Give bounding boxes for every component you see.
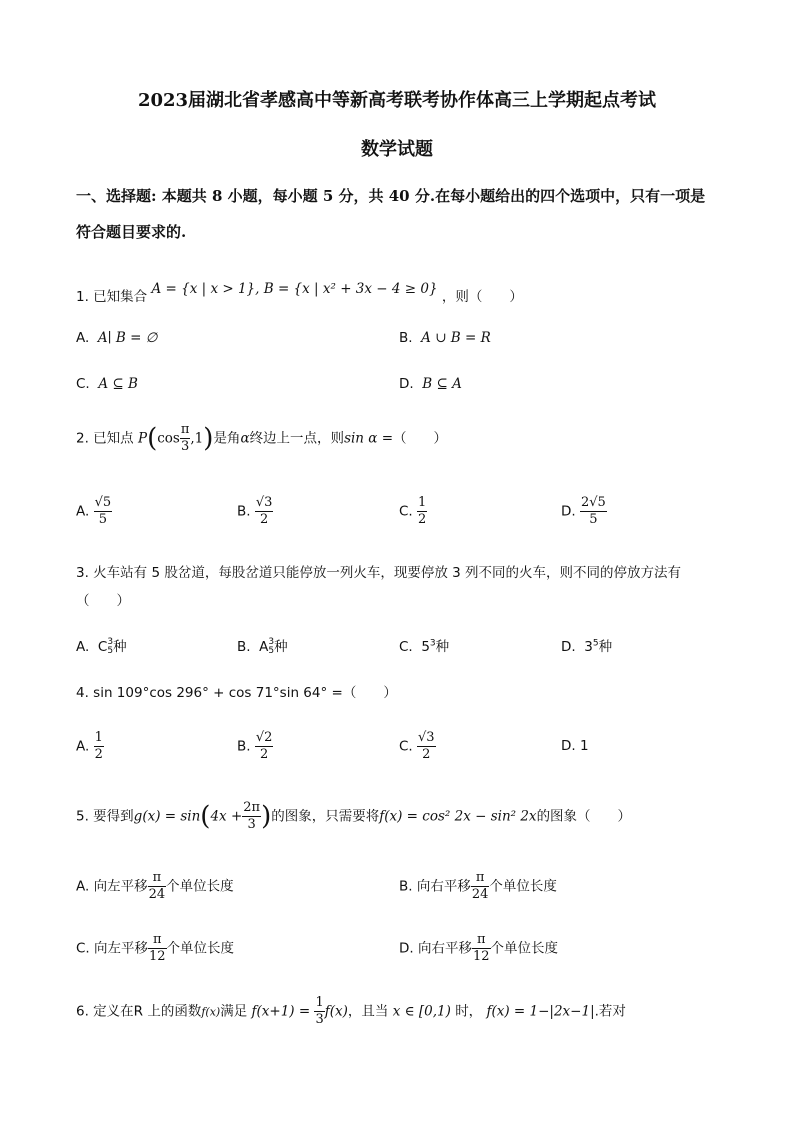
option-letter: D. bbox=[561, 503, 576, 520]
option-base: 3 bbox=[584, 639, 593, 655]
section-header bbox=[76, 178, 736, 250]
option-text: B ⊆ A bbox=[422, 376, 462, 392]
q6-domain: x ∈ [0,1) bbox=[392, 1003, 451, 1020]
option-letter: C. bbox=[76, 376, 90, 392]
q6-def: f(x) = 1−|2x−1| bbox=[486, 1003, 595, 1020]
option-fraction: $\frac{2√5}{5}$ bbox=[580, 495, 606, 527]
q2-option-b[interactable] bbox=[237, 495, 273, 528]
q5-mid: 的图象，只需要将 bbox=[271, 808, 380, 825]
option-letter: D. bbox=[561, 738, 576, 754]
q4-option-d[interactable] bbox=[561, 738, 589, 754]
q2-option-a[interactable] bbox=[76, 495, 112, 528]
q3-option-c[interactable] bbox=[399, 635, 449, 655]
q3-option-d[interactable] bbox=[561, 635, 612, 655]
q2-alpha: α bbox=[240, 430, 250, 447]
section-header-line1: 一、选择题: 本题共 8 小题，每小题 5 分，共 40 分.在每小题给出的四个选项中，只有一项是 bbox=[76, 187, 706, 205]
question-2: 2. 已知点 P(cos $\frac{\pi}{3}$ ,1)是角α终边上一点，则sin α =（ ） bbox=[76, 422, 448, 454]
question-3 bbox=[76, 561, 681, 609]
option-letter: A. bbox=[76, 878, 90, 895]
q3-line1: 3. 火车站有 5 股岔道，每股岔道只能停放一列火车，现要停放 3 列不同的火车，则不同的停放方法有 bbox=[76, 565, 682, 581]
option-text: 1 bbox=[579, 738, 589, 754]
q2-prefix: 2. 已知点 bbox=[76, 430, 134, 447]
q2-one: ,1 bbox=[190, 430, 204, 447]
q1-option-b[interactable] bbox=[399, 330, 491, 346]
option-letter: A. bbox=[76, 503, 90, 520]
q3-option-a[interactable] bbox=[76, 635, 127, 656]
q2-sin-alpha: sin α = bbox=[344, 430, 394, 447]
option-sup: 3 bbox=[429, 638, 436, 649]
option-base: 5 bbox=[421, 639, 430, 655]
option-letter: B. bbox=[399, 878, 413, 895]
option-pre: 向左平移 bbox=[93, 878, 148, 895]
option-letter: D. bbox=[561, 639, 576, 655]
option-letter: A. bbox=[76, 330, 90, 346]
page-subtitle: 数学试题 bbox=[361, 139, 433, 160]
q2-point: P bbox=[137, 430, 148, 447]
q1-option-c[interactable] bbox=[76, 376, 138, 392]
option-fraction: $\frac{√5}{5}$ bbox=[94, 495, 112, 527]
option-post: 个单位长度 bbox=[166, 940, 235, 957]
option-fraction: $\frac{\pi}{12}$ bbox=[472, 932, 490, 964]
option-letter: B. bbox=[399, 330, 413, 346]
q1-prefix: 1. 已知集合 bbox=[76, 289, 148, 305]
option-letter: C. bbox=[76, 940, 90, 957]
option-letter: B. bbox=[237, 639, 251, 655]
q4-option-c[interactable] bbox=[399, 730, 436, 763]
option-pre: 向右平移 bbox=[417, 940, 472, 957]
option-sub: 5 bbox=[107, 646, 114, 656]
option-text: A ⊆ B bbox=[98, 376, 138, 392]
option-fraction: $\frac{\pi}{24}$ bbox=[148, 870, 166, 902]
q6-mid3: 时， bbox=[455, 1003, 483, 1020]
q6-mid1: 满足 bbox=[220, 1003, 248, 1020]
option-fraction: $\frac{√2}{2}$ bbox=[255, 730, 273, 762]
option-unit: 种 bbox=[435, 639, 450, 655]
q6-prefix: 6. 定义在R 上的函数 bbox=[76, 1003, 202, 1020]
option-text: A ∪ B = R bbox=[421, 330, 491, 346]
q5-prefix: 5. 要得到 bbox=[76, 808, 134, 825]
option-fraction: $\frac{\pi}{12}$ bbox=[149, 932, 166, 964]
page-title: 2023届湖北省孝感高中等新高考联考协作体高三上学期起点考试 bbox=[137, 90, 657, 111]
option-letter: B. bbox=[237, 738, 251, 755]
option-base: C bbox=[97, 639, 108, 655]
option-sup: 5 bbox=[592, 638, 599, 649]
option-pre: 向右平移 bbox=[416, 878, 471, 895]
option-letter: C. bbox=[399, 738, 413, 755]
q1-set-a: A = {x | x > 1} bbox=[151, 281, 256, 297]
q5-f: f(x) = cos² 2x − sin² 2x bbox=[379, 808, 537, 825]
q1-option-a[interactable] bbox=[76, 330, 157, 346]
q6-tail: .若对 bbox=[594, 1003, 626, 1020]
q4-option-a[interactable] bbox=[76, 730, 104, 763]
q5-option-b[interactable] bbox=[399, 870, 557, 903]
q2-suffix-b: 终边上一点，则 bbox=[249, 430, 345, 447]
q6-eq-left: f(x+1) = bbox=[251, 1003, 311, 1020]
q3-line2: （ ） bbox=[76, 593, 130, 609]
section-header-line2: 符合题目要求的. bbox=[76, 223, 187, 241]
q3-option-b[interactable] bbox=[237, 635, 288, 656]
option-letter: A. bbox=[76, 738, 90, 755]
question-1: 1. 已知集合 A = {x | x > 1}, B = {x | x² + 3x − 4 ≥ 0} ，则（ ） bbox=[76, 281, 523, 305]
q6-fraction: $\frac{1}{3}$ bbox=[315, 995, 324, 1027]
q1-set-b: B = {x | x² + 3x − 4 ≥ 0} bbox=[263, 281, 438, 297]
q2-cos: cos bbox=[157, 430, 180, 447]
option-letter: C. bbox=[399, 503, 413, 520]
option-fraction: $\frac{1}{2}$ bbox=[94, 730, 103, 762]
question-6 bbox=[76, 995, 626, 1028]
option-post: 个单位长度 bbox=[489, 878, 557, 895]
q2-option-c[interactable] bbox=[399, 495, 427, 528]
q6-eq-right: f(x) bbox=[324, 1003, 348, 1020]
option-unit: 种 bbox=[274, 639, 288, 655]
option-letter: C. bbox=[399, 639, 413, 655]
q2-option-d[interactable] bbox=[561, 495, 607, 528]
option-fraction: $\frac{√3}{2}$ bbox=[418, 730, 435, 762]
option-fraction: $\frac{1}{2}$ bbox=[418, 495, 427, 527]
q5-suffix: 的图象（ ） bbox=[536, 808, 632, 825]
q4-option-b[interactable] bbox=[237, 730, 273, 763]
q5-option-a[interactable] bbox=[76, 870, 234, 903]
option-unit: 种 bbox=[113, 639, 127, 655]
q2-fraction: $\frac{\pi}{3}$ bbox=[180, 422, 190, 454]
q5-inner: 4x + bbox=[210, 808, 243, 825]
option-fraction: $\frac{\pi}{24}$ bbox=[471, 870, 489, 902]
q6-mid2: ，且当 bbox=[347, 1003, 389, 1020]
option-base: A bbox=[259, 639, 269, 655]
option-sup: 3 bbox=[268, 637, 275, 647]
question-5: 5. 要得到g(x) = sin(4x + $\frac{2\pi}{3}$ )的图象，只需要将f(x) = cos² 2x − sin² 2x的图象（ ） bbox=[76, 800, 632, 832]
q1-option-d[interactable] bbox=[399, 376, 462, 392]
option-unit: 种 bbox=[598, 639, 613, 655]
option-post: 个单位长度 bbox=[166, 878, 234, 895]
q6-fx: f(x) bbox=[201, 1005, 221, 1019]
question-4: 4. sin 109°cos 296° + cos 71°sin 64° =（ ） bbox=[76, 685, 397, 701]
q2-suffix-a: 是角 bbox=[213, 430, 241, 447]
option-letter: B. bbox=[237, 503, 251, 520]
q2-tail: （ ） bbox=[393, 430, 448, 447]
option-letter: A. bbox=[76, 639, 90, 655]
option-sup: 3 bbox=[107, 637, 114, 647]
option-sub: 5 bbox=[268, 646, 275, 656]
q5-g: g(x) = sin bbox=[133, 808, 201, 825]
option-text: A∣ B = ∅ bbox=[97, 330, 158, 346]
option-letter: D. bbox=[399, 376, 414, 392]
q5-option-d[interactable] bbox=[399, 932, 558, 965]
q5-fraction: $\frac{2\pi}{3}$ bbox=[243, 800, 261, 832]
q5-option-c[interactable] bbox=[76, 932, 234, 965]
option-fraction: $\frac{√3}{2}$ bbox=[255, 495, 273, 527]
option-letter: D. bbox=[399, 940, 414, 957]
option-post: 个单位长度 bbox=[490, 940, 559, 957]
option-pre: 向左平移 bbox=[94, 940, 149, 957]
q1-suffix: ，则（ ） bbox=[441, 289, 523, 305]
